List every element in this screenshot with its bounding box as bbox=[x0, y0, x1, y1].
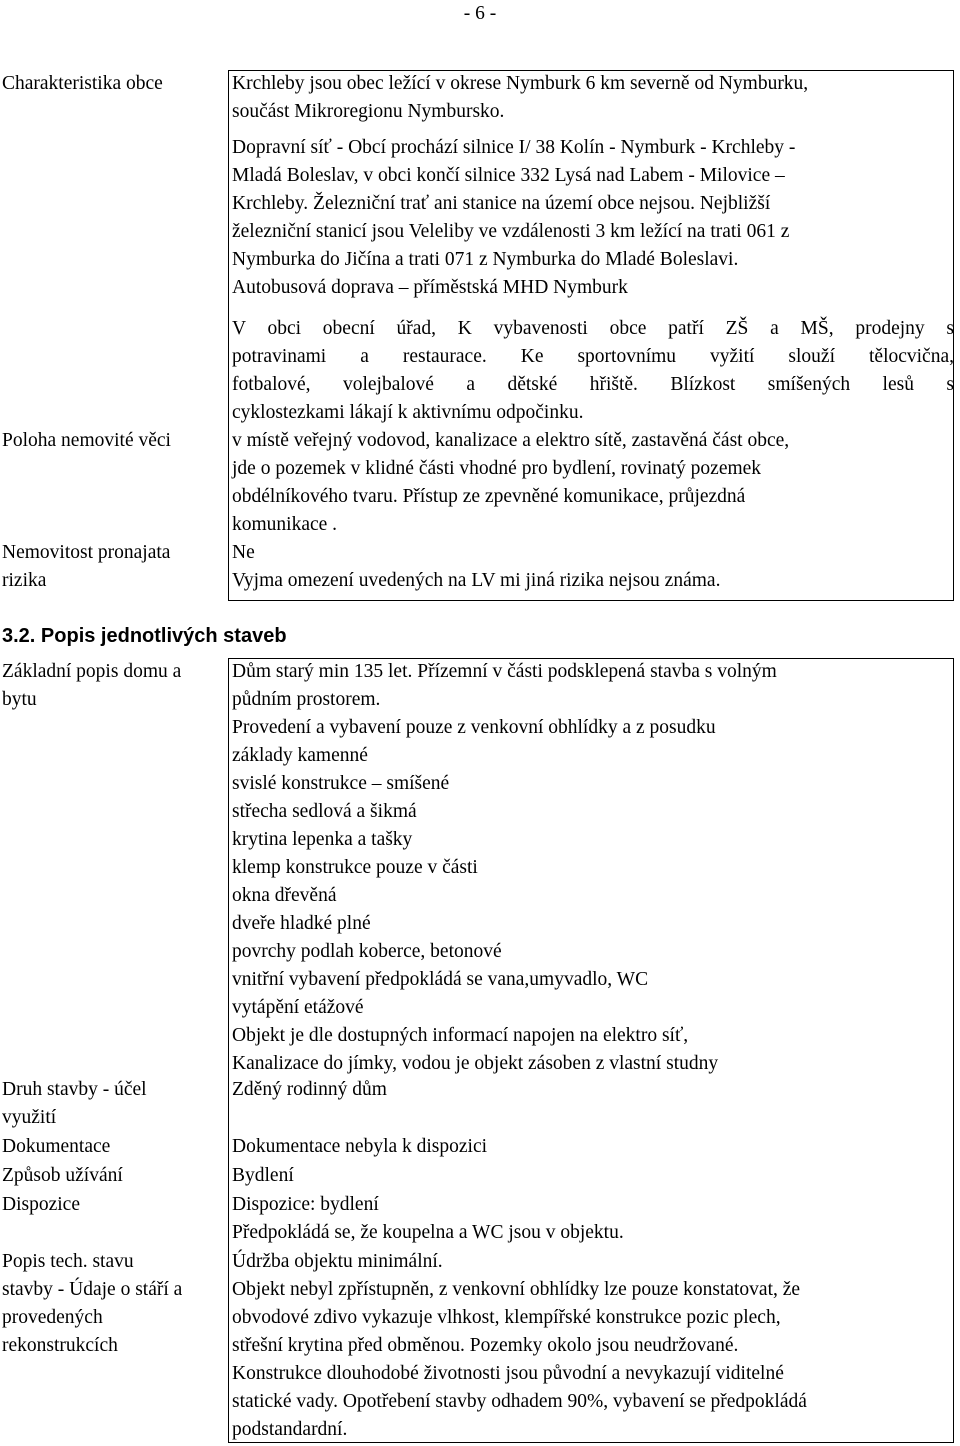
label-building-type: Druh stavby - účel využití bbox=[2, 1079, 147, 1128]
technical-state-text: Údržba objektu minimální. Objekt nebyl zpřístupněn, z venkovní obhlídky lze pouze konstatovat, že obvodové zdivo vykazuje vlhkost, klempířské konstrukce pozic plech, střešní krytina před obměnou. Pozemky okolo jsou neudržované. Konstrukce dlouhodobé životnosti jsou původní a nevykazují viditelné statické vady. Opotřebení stavby odhadem 90%, vybavení se předpokládá podstandardní. bbox=[232, 1251, 807, 1440]
label-technical-state: Popis tech. stavu stavby - Údaje o stáří a provedených rekonstrukcích bbox=[2, 1251, 183, 1356]
basic-text: Dům starý min 135 let. Přízemní v části podsklepená stavba s volným půdním prostorem. Provedení a vybavení pouze z venkovní obhlídky a z posudku základy kamenné svislé konstrukce – smíšené střecha sedlová a šikmá krytina lepenka a tašky klemp konstrukce pouze v části okna dřevěná dveře hladké plné povrchy podlah koberce, betonové vnitřní vybavení předpokládá se vana,umyvadlo, WC vytápění etážové Objekt je dle dostupných informací napojen na elektro síť, Kanalizace do jímky, vodou je objekt zásoben z vlastní studny bbox=[232, 661, 777, 1074]
layout-text: Dispozice: bydlení Předpokládá se, že koupelna a WC jsou v objektu. bbox=[232, 1194, 624, 1243]
label-documentation: Dokumentace bbox=[2, 1136, 111, 1157]
documentation-value: Dokumentace nebyla k dispozici bbox=[232, 1136, 488, 1157]
rented-risks-values bbox=[232, 539, 954, 595]
location-text: v místě veřejný vodovod, kanalizace a elektro sítě, zastavěná část obce, jde o pozemek v klidné části vhodné pro bydlení, rovinatý pozemek obdélníkového tvaru. Přístup ze zpevněné komunikace, průjezdná komunikace . bbox=[232, 430, 790, 535]
usage-value: Bydlení bbox=[232, 1165, 294, 1186]
label-rented-risks: Nemovitost pronajata rizika bbox=[2, 542, 171, 591]
label-location: Poloha nemovité věci bbox=[2, 430, 171, 451]
label-layout: Dispozice bbox=[2, 1194, 80, 1215]
characteristics-text: Krchleby jsou obec ležící v okrese Nymburk 6 km severně od Nymburku, součást Mikroregionu Nymbursko. Dopravní síť - Obcí prochází silnice I/ 38 Kolín - Nymburk - Krchleby - Mladá Boleslav, v obci končí silnice 332 Lysá nad Labem - Milovice – Krchleby. Železniční trať ani stanice na území obce nejsou. Nejbližší železniční stanicí jsou Veleliby ve vzdálenosti 3 km ležící na trati 061 z Nymburka do Jičína a trati 071 z Nymburka do Mladé Boleslavi. Autobusová doprava – příměstská MHD Nymburk bbox=[232, 73, 809, 298]
amenities-text: V obci obecní úřad, K vybavenosti obce patří ZŠ a MŠ, prodejny s potravinami a restaurace. Ke sportovnímu vyžití slouží tělocvična, fotbalové, volejbalové a dětské hřiště. Blízkost smíšených lesů s cyklostezkami lákají k aktivnímu odpočinku. bbox=[232, 318, 954, 423]
label-basic: Základní popis domu a bytu bbox=[2, 661, 182, 710]
label-usage: Způsob užívání bbox=[2, 1165, 123, 1186]
risks-value: Vyjma omezení uvedených na LV mi jiná rizika nejsou známa. bbox=[232, 570, 721, 591]
section-heading: 3.2. Popis jednotlivých staveb bbox=[2, 625, 287, 647]
label-characteristics: Charakteristika obce bbox=[2, 73, 163, 94]
building-type-value: Zděný rodinný dům bbox=[232, 1079, 387, 1100]
page-number: - 6 - bbox=[463, 3, 497, 24]
rented-value: Ne bbox=[232, 542, 255, 563]
